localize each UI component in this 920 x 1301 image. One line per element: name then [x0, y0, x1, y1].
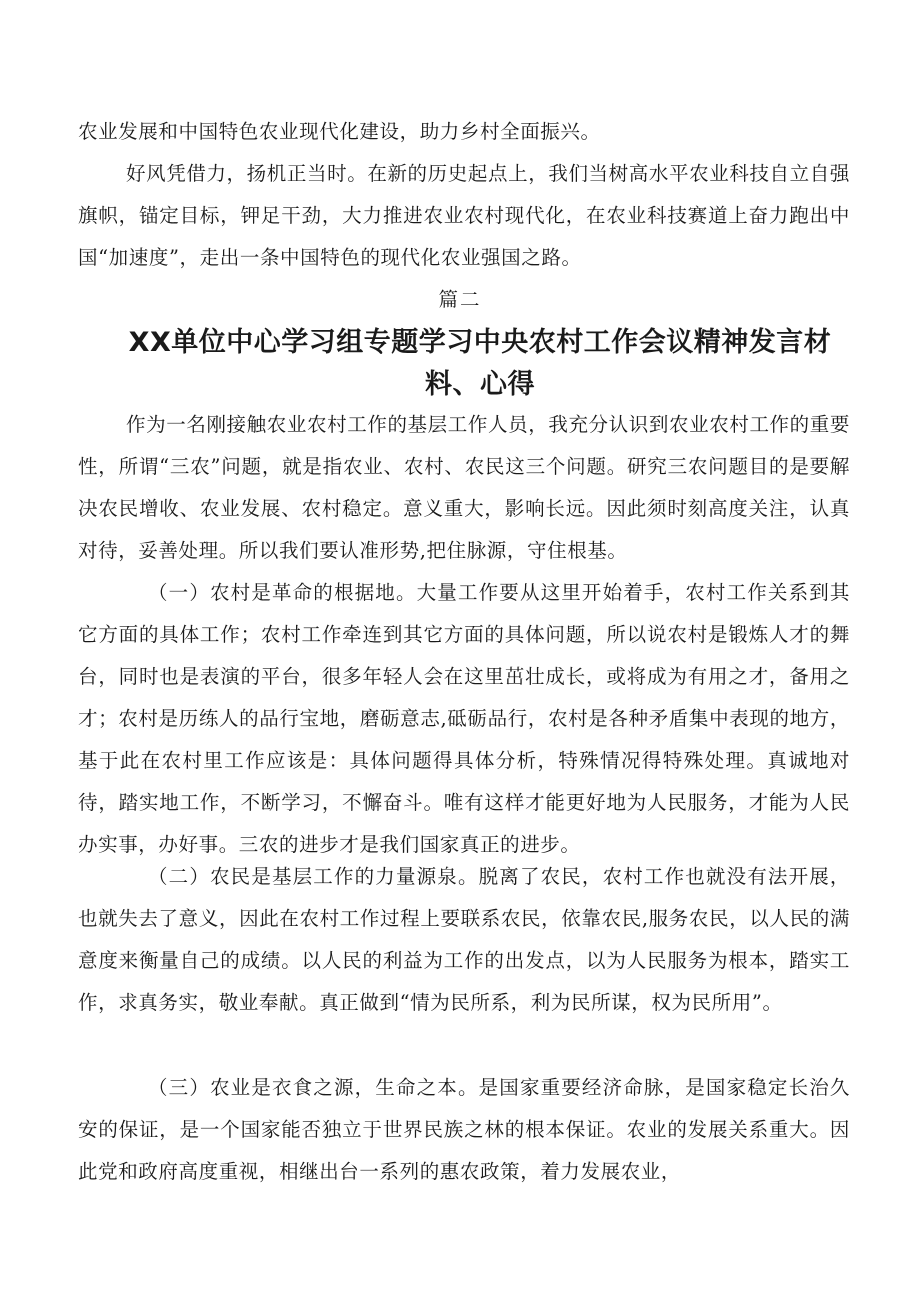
body-paragraph-2: （一）农村是革命的根据地。大量工作要从这里开始着手，农村工作关系到其它方面的具体工作；农村工作牵连到其它方面的具体问题，所以说农村是锻炼人才的舞台，同时也是表演的平台，很多年轻人会在这里茁壮成长，或将成为有用之才，备用之才；农村是历练人的品行宝地，磨砺意志,砥砺品行，农村是各种矛盾集中表现的地方，基于此在农村里工作应该是：具体问题得具体分析，特殊情况得特殊处理。真诚地对待，踏实地工作，不断学习，不懈奋斗。唯有这样才能更好地为人民服务，才能为人民办实事，办好事。三农的进步才是我们国家真正的进步。: [78, 581, 850, 856]
body-paragraph-1: 作为一名刚接触农业农村工作的基层工作人员，我充分认识到农业农村工作的重要性，所谓“三农”问题，就是指农业、农村、农民这三个问题。研究三农问题目的是要解决农民增收、农业发展、农村稳定。意义重大，影响长远。因此须时刻高度关注，认真对待，妥善处理。所以我们要认准形势,把住脉源，守住根基。: [78, 413, 850, 562]
section-label: 篇二: [438, 288, 482, 311]
intro-paragraph-2: 好风凭借力，扬机正当时。在新的历史起点上，我们当树高水平农业科技自立自强旗帜，锚定目标，钾足干劲，大力推进农业农村现代化，在农业科技赛道上奋力跑出中国“加速度”，走出一条中国特色的现代化农业强国之路。: [78, 162, 850, 269]
document-title: XX单位中心学习组专题学习中央农村工作会议精神发言材料、心得: [128, 327, 832, 400]
body-paragraph-4: （三）农业是衣食之源，生命之本。是国家重要经济命脉，是国家稳定长治久安的保证，是一个国家能否独立于世界民族之林的根本保证。农业的发展关系重大。因此党和政府高度重视，相继出台一系列的惠农政策，着力发展农业，: [78, 1076, 850, 1183]
body-paragraph-3: （二）农民是基层工作的力量源泉。脱离了农民，农村工作也就没有法开展，也就失去了意义，因此在农村工作过程上要联系农民，依靠农民,服务农民，以人民的满意度来衡量自己的成绩。以人民的利益为工作的出发点，以为人民服务为根本，踏实工作，求真务实，敬业奉献。真正做到“情为民所系，利为民所谋，权为民所用”。: [78, 865, 850, 1014]
intro-paragraph-1: 农业发展和中国特色农业现代化建设，助力乡村全面振兴。: [78, 120, 601, 143]
